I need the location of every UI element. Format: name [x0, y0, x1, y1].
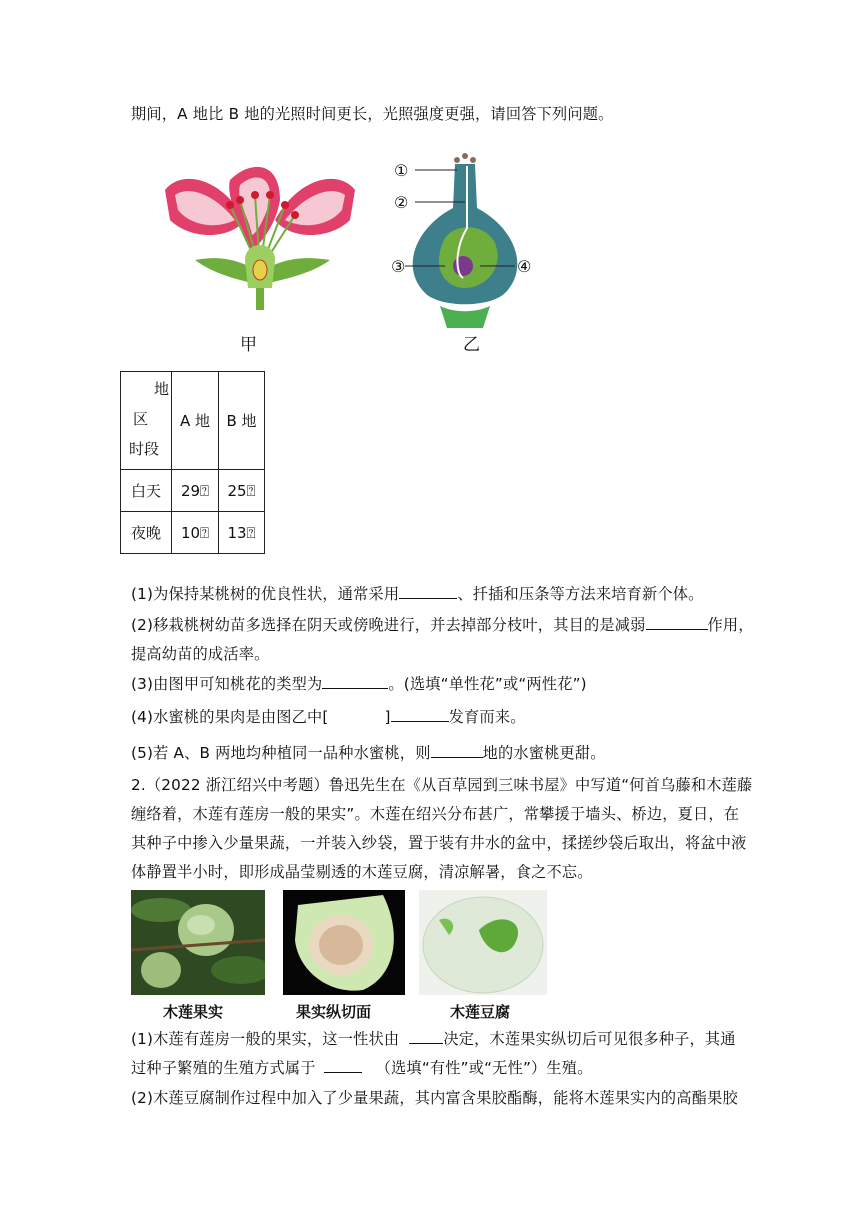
- photo-caption-1: 木莲果实: [163, 1003, 224, 1021]
- caption-yi: 乙: [463, 335, 480, 355]
- q1-5-post: 地的水蜜桃更甜。: [482, 744, 606, 762]
- q2-item-2: (2)木莲豆腐制作过程中加入了少量果蔬，其内富含果胶酯酶，能将木莲果实内的高酯果胶: [131, 1089, 738, 1107]
- q2-item-1: [131, 1028, 736, 1049]
- table-row: [121, 512, 265, 554]
- photo-caption-2: 果实纵切面: [296, 1003, 372, 1021]
- pistil-diagram: [385, 148, 545, 333]
- q1-4-pre: (4)水蜜桃的果肉是由图乙中[: [131, 708, 329, 726]
- answer-blank[interactable]: [391, 706, 449, 722]
- label-3: ③: [391, 257, 406, 276]
- q2-line-2: 缠络着，木莲有莲房一般的果实”。木莲在绍兴分布甚广，常攀援于墙头、桥边，夏日，在: [131, 805, 740, 823]
- q1-item-4: [131, 706, 526, 727]
- photo-mulian-tofu: [419, 890, 547, 995]
- q1-3-post: 。(选填“单性花”或“两性花”): [388, 675, 587, 693]
- q1-4-mid: ]: [384, 708, 391, 726]
- q1-item-2-cont: 提高幼苗的成活率。: [131, 645, 270, 663]
- q1-item-3: [131, 673, 587, 694]
- photo-caption-3: 木莲豆腐: [450, 1003, 511, 1021]
- flower-diagram: [160, 160, 360, 310]
- photo-fruit-section: [283, 890, 405, 995]
- q1-3-pre: (3)由图甲可知桃花的类型为: [131, 675, 323, 693]
- header-qu: 区: [133, 410, 149, 428]
- table-row: [121, 470, 265, 512]
- header-di: 地: [153, 380, 169, 398]
- caption-jia: 甲: [240, 335, 257, 355]
- q1-2-post: 作用，: [707, 616, 754, 634]
- label-2: ②: [394, 193, 409, 212]
- answer-blank[interactable]: [646, 614, 708, 630]
- answer-blank[interactable]: [409, 1028, 443, 1044]
- q1-item-1: [131, 583, 704, 604]
- q2-1-mid: 决定，木莲果实纵切后可见很多种子，其通: [443, 1030, 736, 1048]
- label-4: ④: [517, 257, 532, 276]
- q1-1-pre: (1)为保持某桃树的优良性状，通常采用: [131, 585, 400, 603]
- q2-item-1-cont: [131, 1057, 593, 1078]
- q2-1-line2-post: （选填“有性”或“无性”）生殖。: [375, 1059, 593, 1077]
- row-label: 白天: [121, 470, 172, 512]
- q1-2-pre: (2)移栽桃树幼苗多选择在阴天或傍晚进行，并去掉部分枝叶，其目的是减弱: [131, 616, 646, 634]
- cell-b: 13⍰: [219, 512, 265, 554]
- q1-4-post: 发育而来。: [448, 708, 526, 726]
- q2-1-line2-pre: 过种子繁殖的生殖方式属于: [131, 1059, 316, 1077]
- col-header-b: B 地: [219, 372, 265, 470]
- label-1: ①: [394, 161, 409, 180]
- q2-1-pre: (1)木莲有莲房一般的果实，这一性状由: [131, 1030, 400, 1048]
- q2-line-3: 其种子中掺入少量果蔬，一并装入纱袋，置于装有井水的盆中，揉搓纱袋后取出，将盆中液: [131, 834, 747, 852]
- temperature-table: [120, 371, 265, 554]
- photo-mulian-fruit: [131, 890, 265, 995]
- q1-item-2: [131, 614, 754, 635]
- q1-item-5: [131, 742, 606, 763]
- q2-line-1: 2.（2022 浙江绍兴中考题）鲁迅先生在《从百草园到三味书屋》中写道“何首乌藤和木莲藤: [131, 776, 753, 794]
- q2-line-4: 体静置半小时，即形成晶莹剔透的木莲豆腐，清凉解暑，食之不忘。: [131, 863, 593, 881]
- cell-b: 25⍰: [219, 470, 265, 512]
- q1-1-post: 、扦插和压条等方法来培育新个体。: [457, 585, 704, 603]
- answer-blank[interactable]: [322, 673, 388, 689]
- answer-blank[interactable]: [399, 583, 457, 599]
- cell-a: 10⍰: [172, 512, 219, 554]
- col-header-a: A 地: [172, 372, 219, 470]
- row-label: 夜晚: [121, 512, 172, 554]
- table-header-diagonal: [121, 372, 172, 470]
- answer-blank[interactable]: [431, 742, 483, 758]
- answer-blank[interactable]: [324, 1057, 362, 1073]
- cell-a: 29⍰: [172, 470, 219, 512]
- q1-5-pre: (5)若 A、B 两地均种植同一品种水蜜桃，则: [131, 744, 431, 762]
- intro-text: 期间，A 地比 B 地的光照时间更长，光照强度更强，请回答下列问题。: [131, 105, 614, 123]
- header-period: 时段: [129, 440, 160, 458]
